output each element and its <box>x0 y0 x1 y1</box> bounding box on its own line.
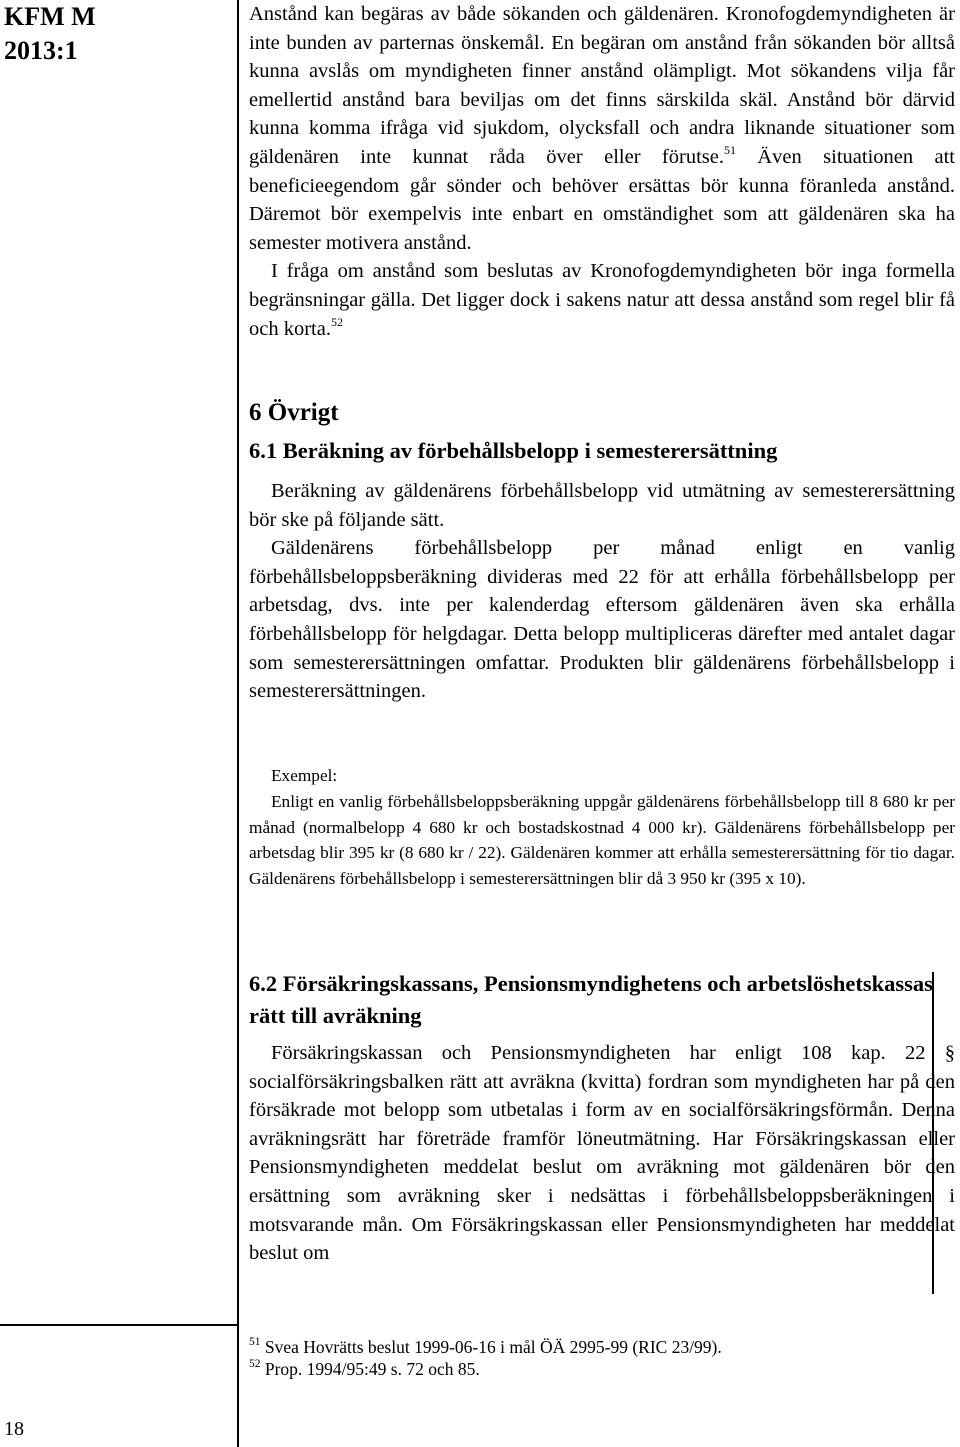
subsection-6-2 <box>249 968 955 1032</box>
footnote-51: $^{51}$ Svea Hovrätts beslut 1999-06-16 i mål ÖÄ 2995-99 (RIC 23/99). <box>249 1336 722 1357</box>
paragraph-6-1-calculation: Gäldenärens förbehållsbelopp per månad enligt en vanlig förbehållsbeloppsberäkning divideras med 22 för att erhålla förbehållsbelopp per arbetsdag, dvs. inte per kalenderdag eftersom gäldenären även ska erhålla förbehållsbelopp för helgdagar. Detta belopp multipliceras därefter med antalet dagar som semesterersättningen omfattar. Produkten blir gäldenärens förbehållsbelopp i semesterersättningen. <box>249 537 955 703</box>
footnote-ref-52[interactable]: 52 <box>330 314 343 329</box>
margin-rule-horizontal <box>0 1324 237 1326</box>
page-number: 18 <box>4 1418 24 1440</box>
example-text: Enligt en vanlig förbehållsbeloppsberäkning uppgår gäldenärens förbehållsbelopp till 8 680 kr per månad (normalbelopp 4 680 kr och bostadskostnad 4 000 kr). Gäldenärens förbehållsbelopp per arbetsdag blir 395 kr (8 680 kr / 22). Gäldenären kommer att erhålla semesterersättning för tio dagar. Gäldenärens förbehållsbelopp i semesterersättningen blir då 3 950 kr (395 x 10). <box>249 791 955 889</box>
section-heading: 6 Övrigt <box>249 399 339 426</box>
margin-rule-vertical <box>237 0 239 1447</box>
subsection-heading-6-2: 6.2 Försäkringskassans, Pensionsmyndighetens och arbetslöshetskassas rätt till avräkning <box>249 971 933 1028</box>
paragraph-anstand: Anstånd kan begäras av både sökanden och gäldenären. Kronofogdemyndigheten är inte bunden av parternas önskemål. En begäran om anstånd från sökanden bör alltså kunna avslås om myndigheten finner anstånd olämpligt. Mot sökandens vilja får emellertid anstånd bara beviljas om det finns särskilda skäl. Anstånd bör därvid kunna komma ifråga vid sjukdom, olycksfall och andra liknande situationer som gäldenären inte kunnat råda över eller förutse.$^{51}$ Även situationen att beneficieegendom går sönder och behöver ersättas bör kunna föranleda anstånd. Däremot bör exempelvis inte enbart en omständighet som att gäldenären ska ha semester motivera anstånd. <box>249 3 955 254</box>
document-number: 2013:1 <box>4 36 78 65</box>
body-block-1 <box>249 0 955 343</box>
subsection-6-2-body <box>249 1039 955 1268</box>
footnotes <box>249 1336 949 1380</box>
paragraph-6-2-avrakning: Försäkringskassan och Pensionsmyndigheten har enligt 108 kap. 22 § socialförsäkringsbalken rätt att avräkna (kvitta) fordran som myndigheten har på den försäkrade mot belopp som utbetalas i form av en socialförsäkringsförmån. Denna avräkningsrätt har företräde framför löneutmätning. Har Försäkringskassan eller Pensionsmyndigheten meddelat beslut om avräkning mot gäldenären bör den ersättning som avräkning sker i nedsättas i förbehållsbeloppsberäkningen i motsvarande mån. Om Försäkringskassan eller Pensionsmyndigheten har meddelat beslut om <box>249 1042 955 1265</box>
document-header <box>4 0 96 68</box>
example-label: Exempel: <box>271 766 338 785</box>
example-block <box>249 763 955 892</box>
paragraph-6-1-intro: Beräkning av gäldenärens förbehållsbelopp vid utmätning av semesterersättning bör ske på följande sätt. <box>249 480 955 531</box>
paragraph-anstand-kronofogd: I fråga om anstånd som beslutas av Kronofogdemyndigheten bör inga formella begränsningar gälla. Det ligger dock i sakens natur att dessa anstånd som regel blir få och korta.$^{52}$ <box>249 260 955 340</box>
footnote-52: $^{52}$ Prop. 1994/95:49 s. 72 och 85. <box>249 1358 480 1379</box>
document-series: KFM M <box>4 2 96 31</box>
subsection-6-1-body <box>249 477 955 706</box>
section-6 <box>249 397 955 467</box>
subsection-heading-6-1: 6.1 Beräkning av förbehållsbelopp i semesterersättning <box>249 438 778 463</box>
footnote-ref-51[interactable]: 51 <box>723 142 736 157</box>
